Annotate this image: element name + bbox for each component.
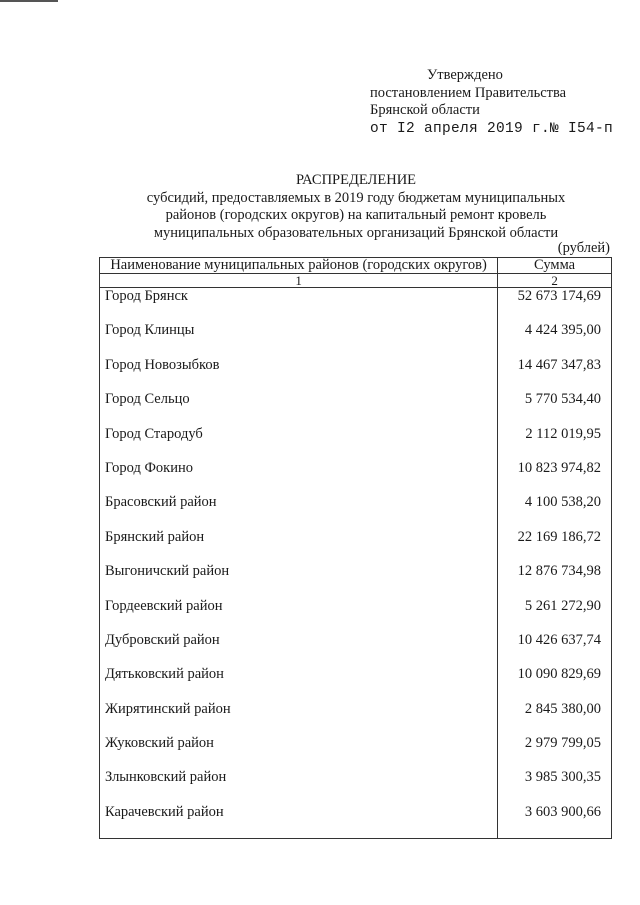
subsidy-amount: 3 603 900,66 [498, 804, 612, 839]
document-title [100, 172, 612, 242]
approval-line-4 [370, 120, 613, 139]
subsidy-amount: 5 770 534,40 [498, 391, 612, 425]
district-name: Жуковский район [100, 735, 498, 769]
subsidy-amount: 4 424 395,00 [498, 322, 612, 356]
subsidy-amount: 10 823 974,82 [498, 460, 612, 494]
column-number-2: 2 [498, 274, 612, 288]
subsidy-amount: 10 090 829,69 [498, 666, 612, 700]
top-edge-line [0, 0, 58, 2]
table-row [100, 288, 612, 323]
title-line-3: муниципальных образовательных организаций Брянской области [153, 224, 559, 241]
table-row [100, 494, 612, 528]
header-name: Наименование муниципальных районов (городских округов) [100, 258, 498, 274]
district-name: Город Новозыбков [100, 357, 498, 391]
district-name: Дубровский район [100, 632, 498, 666]
district-name: Брянский район [100, 529, 498, 563]
approval-stamp [370, 67, 613, 138]
table-row [100, 804, 612, 839]
approval-line-3: Брянской области [370, 102, 480, 118]
table-row [100, 529, 612, 563]
approval-line-2: постановлением Правительства [370, 84, 567, 101]
table-row [100, 701, 612, 735]
table-row [100, 735, 612, 769]
district-name: Город Сельцо [100, 391, 498, 425]
table-row [100, 357, 612, 391]
district-name: Брасовский район [100, 494, 498, 528]
district-name: Гордеевский район [100, 598, 498, 632]
title-line-2: районов (городских округов) на капитальный ремонт кровель [165, 207, 547, 223]
approval-line-1: Утверждено [427, 67, 503, 83]
district-name: Карачевский район [100, 804, 498, 839]
subsidy-amount: 14 467 347,83 [498, 357, 612, 391]
subsidy-amount: 2 979 799,05 [498, 735, 612, 769]
district-name: Город Клинцы [100, 322, 498, 356]
subsidy-amount: 3 985 300,35 [498, 769, 612, 803]
district-name: Город Фокино [100, 460, 498, 494]
table-row [100, 769, 612, 803]
table-row [100, 391, 612, 425]
subsidy-amount: 5 261 272,90 [498, 598, 612, 632]
district-name: Дятьковский район [100, 666, 498, 700]
title-heading: РАСПРЕДЕЛЕНИЕ [295, 172, 417, 188]
table-row [100, 598, 612, 632]
title-line-1: субсидий, предоставляемых в 2019 году бюджетам муниципальных [146, 189, 566, 206]
column-number-1: 1 [100, 274, 498, 288]
subsidy-amount: 22 169 186,72 [498, 529, 612, 563]
subsidy-amount: 2 112 019,95 [498, 426, 612, 460]
subsidy-amount: 10 426 637,74 [498, 632, 612, 666]
district-name: Город Стародуб [100, 426, 498, 460]
table-row [100, 563, 612, 597]
currency-unit: (рублей) [557, 240, 610, 256]
header-row [100, 258, 612, 274]
subsidy-amount: 2 845 380,00 [498, 701, 612, 735]
district-name: Город Брянск [100, 288, 498, 323]
district-name: Выгоничский район [100, 563, 498, 597]
column-number-row [100, 274, 612, 288]
subsidy-amount: 12 876 734,98 [498, 563, 612, 597]
distribution-table [99, 257, 612, 839]
subsidy-amount: 52 673 174,69 [498, 288, 612, 323]
table-row [100, 426, 612, 460]
table-row [100, 460, 612, 494]
district-name: Злынковский район [100, 769, 498, 803]
table-row [100, 632, 612, 666]
table-row [100, 322, 612, 356]
subsidy-amount: 4 100 538,20 [498, 494, 612, 528]
district-name: Жирятинский район [100, 701, 498, 735]
table-row [100, 666, 612, 700]
header-sum: Сумма [498, 258, 612, 274]
approval-date-number: от I2 апреля 2019 г.№ I54-п [370, 120, 614, 137]
